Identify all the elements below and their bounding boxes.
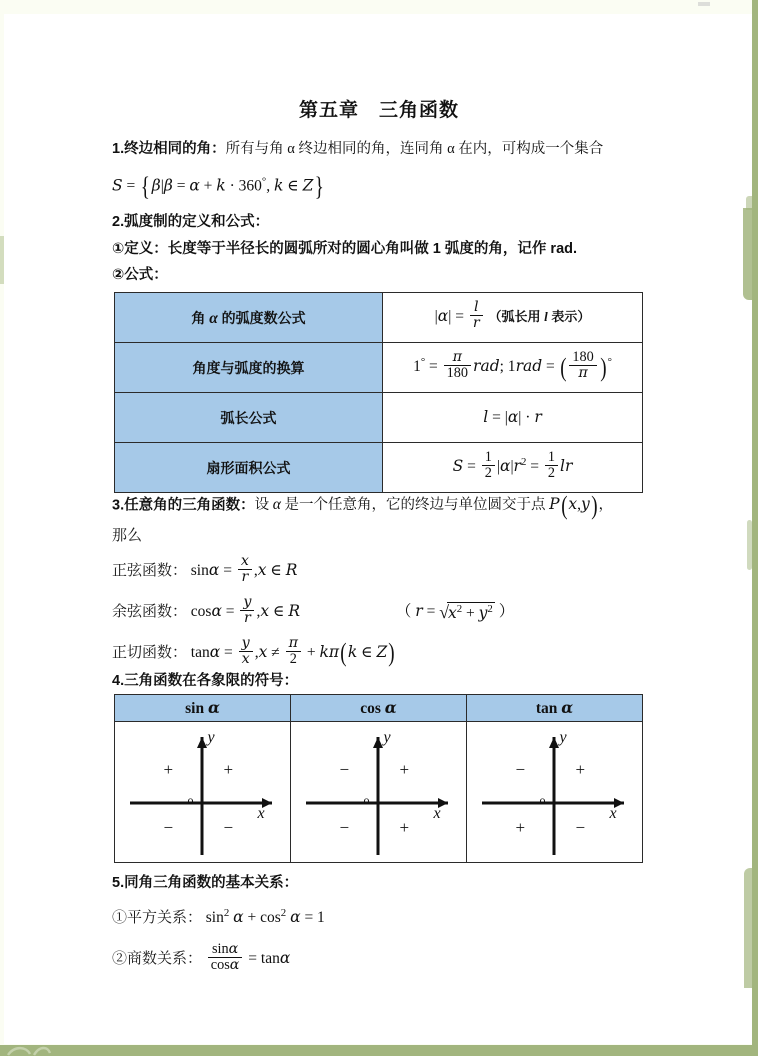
table-row bbox=[115, 293, 643, 343]
sign-quadrant-2: − bbox=[515, 760, 526, 779]
table-cell-cos-diagram bbox=[291, 722, 467, 863]
table-cell-tan-diagram bbox=[467, 722, 643, 863]
sign-quadrant-1: + bbox=[575, 760, 586, 779]
axis-diagram-sin bbox=[116, 723, 290, 861]
sign-quadrant-4: − bbox=[575, 818, 586, 837]
quotient-relation-formula: $\frac{\sin\alpha}{\cos\alpha}$ = tanα bbox=[206, 950, 291, 967]
section-2-number: 2. bbox=[112, 214, 125, 230]
section-2-item-1: ①定义：长度等于半径长的圆弧所对的圆心角叫做 1 弧度的角，记作 rad. bbox=[112, 241, 578, 257]
table-header-cos: cos α bbox=[291, 695, 467, 722]
table-row bbox=[115, 343, 643, 393]
table-cell-label: 角 α 的弧度数公式 bbox=[115, 293, 383, 343]
sine-function-row bbox=[112, 552, 660, 587]
sign-quadrant-1: + bbox=[223, 760, 234, 779]
axis-cross-icon bbox=[292, 723, 466, 861]
axis-cross-icon bbox=[468, 723, 642, 861]
sign-quadrant-3: + bbox=[515, 818, 526, 837]
axis-label-y: y bbox=[559, 729, 567, 746]
axis-label-x: x bbox=[433, 805, 441, 822]
section-4-number: 4. bbox=[112, 673, 125, 689]
sign-quadrant-1: + bbox=[399, 760, 410, 779]
quadrant-sign-table bbox=[114, 694, 643, 863]
cosine-function-row bbox=[112, 593, 660, 628]
axis-diagram-cos bbox=[292, 723, 466, 861]
section-2-item-2: ②公式： bbox=[112, 267, 168, 283]
axis-label-origin: o bbox=[539, 793, 546, 807]
section-5-title: 同角三角函数的基本关系： bbox=[124, 875, 299, 891]
section-1-subtitle: 所有与角 α 终边相同的角，连同角 α 在内，可构成一个集合 bbox=[225, 141, 604, 157]
table-header-sin: sin α bbox=[115, 695, 291, 722]
section-2-heading bbox=[112, 213, 660, 233]
axis-label-y: y bbox=[207, 729, 215, 746]
sine-formula: sinα = $\frac{x}{r}$ ,x ∈ R bbox=[190, 552, 298, 585]
section-5-item-1 bbox=[112, 906, 660, 927]
sign-quadrant-4: − bbox=[223, 818, 234, 837]
table-header-tan: tan α bbox=[467, 695, 643, 722]
section-3-line-2: 那么 bbox=[112, 528, 143, 544]
table-cell-formula: S = $\frac{1}{2}$ $|\alpha|r^2$ = $\frac{1}{2}$ lr bbox=[383, 443, 643, 493]
table-header-row bbox=[115, 695, 643, 722]
axis-label-origin: o bbox=[363, 793, 370, 807]
section-4-heading bbox=[112, 672, 660, 692]
tangent-label: 正切函数： bbox=[112, 645, 188, 662]
section-5-heading bbox=[112, 874, 660, 894]
section-3-title: 任意角的三角函数： bbox=[124, 497, 255, 514]
quotient-relation-label: ②商数关系： bbox=[112, 951, 203, 968]
axis-cross-icon bbox=[116, 723, 290, 861]
table-row bbox=[115, 443, 643, 493]
axis-label-x: x bbox=[609, 805, 617, 822]
section-1-heading bbox=[112, 140, 660, 160]
section-5-number: 5. bbox=[112, 875, 125, 891]
page-title: 第五章 三角函数 bbox=[298, 100, 459, 121]
square-relation-label: ①平方关系： bbox=[112, 910, 203, 926]
radian-formula-table bbox=[114, 292, 643, 493]
axis-diagram-tan bbox=[468, 723, 642, 861]
table-cell-formula: |α| = $\frac{l}{r}$ （弧长用 l 表示） bbox=[383, 293, 643, 343]
section-3-number: 3. bbox=[112, 497, 125, 514]
table-cell-label: 角度与弧度的换算 bbox=[115, 343, 383, 393]
tangent-function-row bbox=[112, 634, 660, 669]
tangent-formula: tanα = $\frac{y}{x}$ ,x ≠ $\frac{\pi}{2}$ + kπ(k ∈ Z) bbox=[190, 634, 395, 668]
axis-label-origin: o bbox=[187, 793, 194, 807]
table-cell-formula: 1° = $\frac{\pi}{180}$ rad; 1rad = ( $\frac{180}{\pi}$ )° bbox=[383, 343, 643, 393]
axis-label-y: y bbox=[383, 729, 391, 746]
section-5-item-2 bbox=[112, 940, 660, 975]
table-cell-label: 弧长公式 bbox=[115, 393, 383, 443]
axis-label-x: x bbox=[257, 805, 265, 822]
cosine-formula: cosα = $\frac{y}{r}$ ,x ∈ R bbox=[190, 593, 300, 626]
sine-label: 正弦函数： bbox=[112, 563, 188, 580]
section-3-heading: 3.任意角的三角函数：设 α 是一个任意角，它的终边与单位圆交于点 P(x,y)， bbox=[112, 491, 613, 520]
section-1-title: 终边相同的角： bbox=[124, 141, 226, 157]
section-2-title: 弧度制的定义和公式： bbox=[124, 214, 270, 230]
square-relation-formula: $\sin^2 \alpha + \cos^2 \alpha = 1$ bbox=[205, 906, 325, 926]
table-row bbox=[115, 722, 643, 863]
table-row bbox=[115, 393, 643, 443]
sign-quadrant-4: + bbox=[399, 818, 410, 837]
section-1-number: 1. bbox=[112, 141, 125, 157]
table-cell-formula: l = |α| · r bbox=[383, 393, 643, 443]
cosine-label: 余弦函数： bbox=[112, 604, 188, 621]
sign-quadrant-3: − bbox=[163, 818, 174, 837]
radius-note: （ $r = √x^2 + y^2$ ） bbox=[395, 602, 515, 623]
sign-quadrant-3: − bbox=[339, 818, 350, 837]
section-1-formula: S = { β|β = α + k · 360°, k ∈ Z} bbox=[112, 172, 325, 201]
section-4-title: 三角函数在各象限的符号： bbox=[124, 673, 299, 689]
sign-quadrant-2: − bbox=[339, 760, 350, 779]
table-cell-label: 扇形面积公式 bbox=[115, 443, 383, 493]
table-cell-sin-diagram bbox=[115, 722, 291, 863]
sign-quadrant-2: + bbox=[163, 760, 174, 779]
